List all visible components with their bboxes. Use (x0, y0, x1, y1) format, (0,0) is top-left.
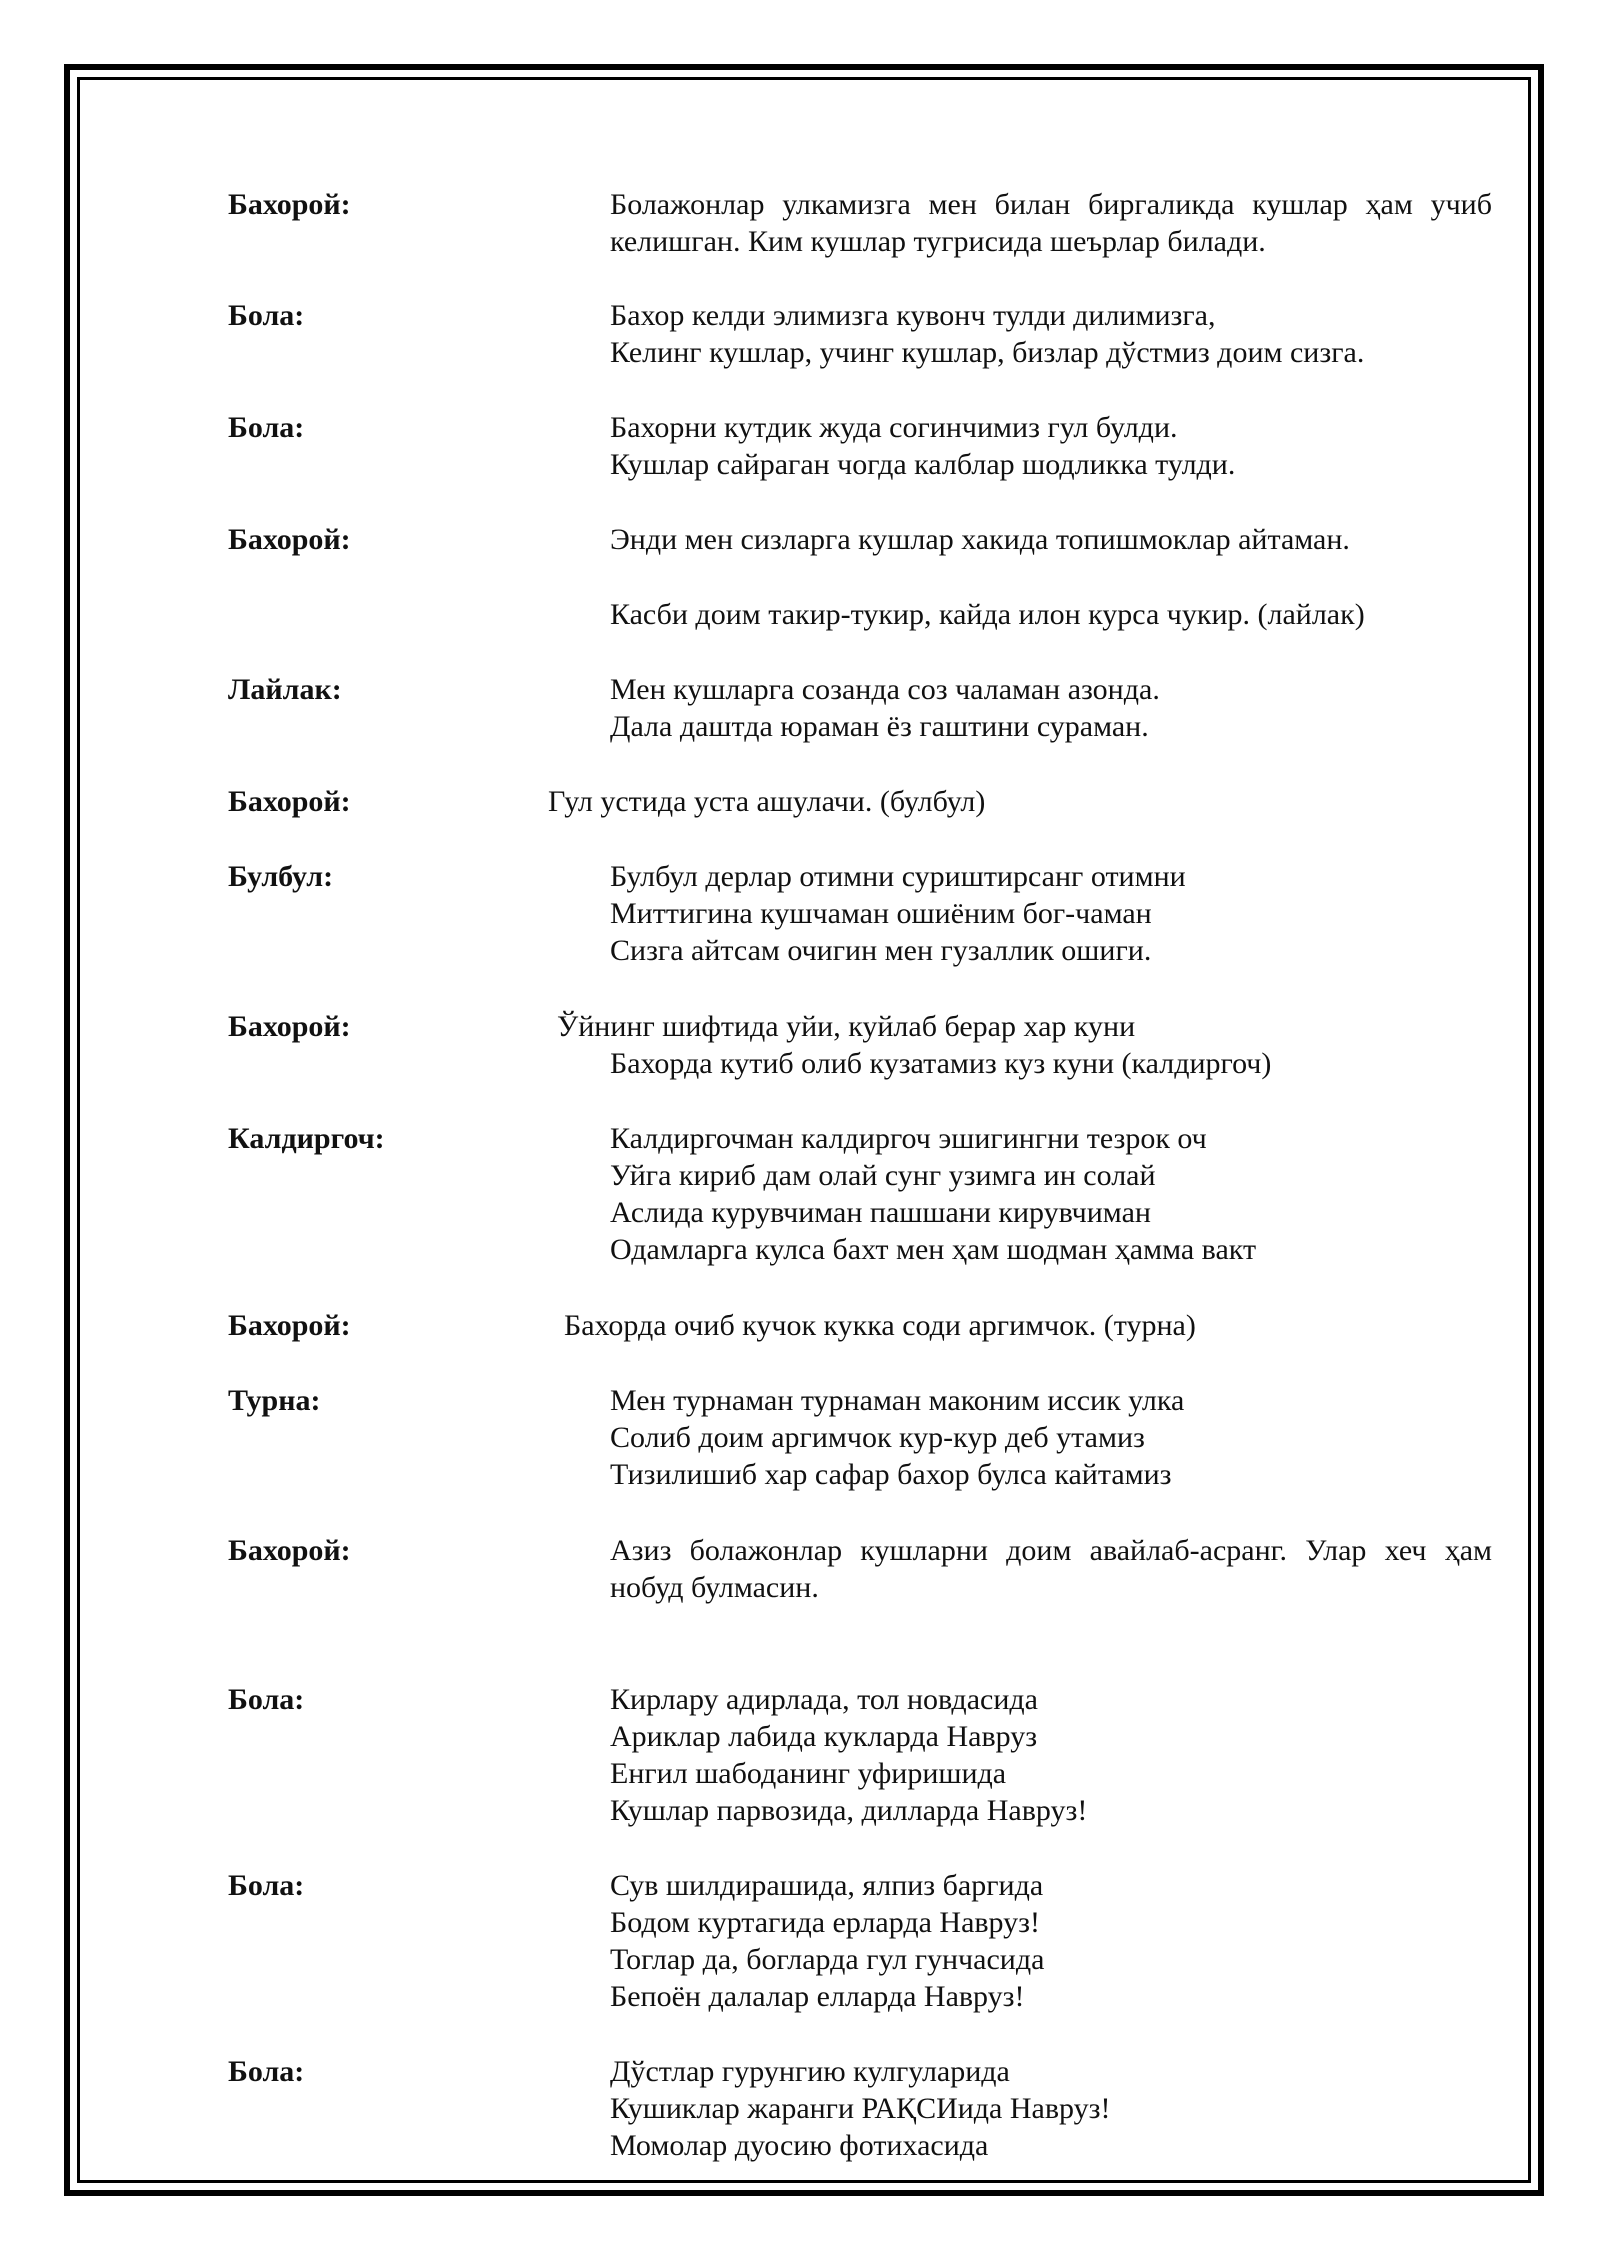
speaker-name: Турна: (228, 1384, 321, 1417)
speaker-name: Бахорой: (228, 188, 351, 221)
dialogue-line: Солиб доим аргимчок кур-кур деб утамиз (610, 1421, 1145, 1454)
speaker-name: Бола: (228, 1683, 305, 1716)
dialogue-line: Келинг кушлар, учинг кушлар, бизлар дўстмиз доим сизга. (610, 336, 1365, 369)
dialogue-line: Бахорда очиб кучок кукка соди аргимчок. (турна) (564, 1309, 1196, 1342)
speaker-name: Бола: (228, 411, 305, 444)
dialogue-line: Гул устида уста ашулачи. (булбул) (548, 785, 986, 818)
poem-line: Кирлару адирлада, тол новдасида (610, 1683, 1038, 1716)
speaker-name: Бола: (228, 299, 305, 332)
poem-line: Бодом куртагида ерларда Навруз! (610, 1906, 1041, 1939)
dialogue-line: Дала даштда юраман ёз гаштини сураман. (610, 710, 1149, 743)
speaker-name: Бахорой: (228, 1534, 351, 1567)
speaker-name: Бахорой: (228, 1010, 351, 1043)
poem-line: Кушиклар жаранги РАҚСИида Навруз! (610, 2092, 1111, 2125)
dialogue-line: Одамларга кулса бахт мен ҳам шодман ҳамма вакт (610, 1233, 1257, 1266)
dialogue-entry (228, 596, 1365, 633)
dialogue-entry (228, 297, 1364, 371)
dialogue-line: Мен кушларга созанда соз чаламан азонда. (610, 673, 1160, 706)
dialogue-entry (228, 1681, 1087, 1829)
dialogue-line: Болажонлар улкамизга мен билан биргаликда кушлар ҳам учиб келишган. Ким кушлар тугрисида шеърлар билади. (610, 188, 1492, 258)
dialogue-line: Уйга кириб дам олай сунг узимга ин солай (610, 1159, 1156, 1192)
dialogue-entry (228, 1382, 1184, 1493)
dialogue-line: Ўйнинг шифтида уйи, куйлаб берар хар куни (557, 1010, 1136, 1043)
dialogue-entry (228, 1307, 1196, 1344)
dialogue-entry (228, 521, 1350, 558)
dialogue-entry (228, 1008, 1271, 1082)
dialogue-line: Бахор келди элимизга кувонч тулди дилимизга, (610, 299, 1216, 332)
poem-line: Енгил шабоданинг уфиришида (610, 1757, 1007, 1790)
speaker-name: Лайлак: (228, 673, 342, 706)
dialogue-line: Бахорда кутиб олиб кузатамиз куз куни (калдиргоч) (610, 1047, 1272, 1080)
dialogue-entry (228, 1532, 1492, 1606)
dialogue-entry (228, 858, 1186, 969)
riddle-line: Касби доим такир-тукир, кайда илон курса чукир. (лайлак) (610, 598, 1365, 631)
speaker-name: Бахорой: (228, 785, 351, 818)
dialogue-line: Энди мен сизларга кушлар хакида топишмоклар айтаман. (610, 523, 1350, 556)
dialogue-line: Миттигина кушчаман ошиёним бог-чаман (610, 897, 1152, 930)
dialogue-entry (228, 409, 1235, 483)
poem-line: Кушлар парвозида, дилларда Навруз! (610, 1794, 1088, 1827)
dialogue-line: Сизга айтсам очигин мен гузаллик ошиги. (610, 934, 1152, 967)
dialogue-line: Калдиргочман калдиргоч эшигингни тезрок оч (610, 1122, 1207, 1155)
dialogue-line: Азиз болажонлар кушларни доим авайлаб-асранг. Улар хеч ҳам нобуд булмасин. (610, 1534, 1492, 1604)
poem-line: Дўстлар гурунгию кулгуларида (610, 2055, 1010, 2088)
dialogue-line: Мен турнаман турнаман маконим иссик улка (610, 1384, 1185, 1417)
speaker-name: Калдиргоч: (228, 1122, 385, 1155)
poem-line: Ариклар лабида кукларда Навруз (610, 1720, 1038, 1753)
speaker-name: Бола: (228, 1869, 305, 1902)
dialogue-line: Аслида курувчиман пашшани кирувчиман (610, 1196, 1151, 1229)
dialogue-line: Булбул дерлар отимни суриштирсанг отимни (610, 860, 1186, 893)
speaker-name: Булбул: (228, 860, 334, 893)
dialogue-entry (228, 671, 1160, 745)
speaker-name: Бола: (228, 2055, 305, 2088)
speaker-name: Бахорой: (228, 523, 351, 556)
dialogue-entry (228, 2053, 1110, 2164)
speaker-name: Бахорой: (228, 1309, 351, 1342)
poem-line: Тоглар да, богларда гул гунчасида (610, 1943, 1045, 1976)
dialogue-entry (228, 1120, 1256, 1268)
dialogue-entry (228, 783, 985, 820)
poem-line: Момолар дуосию фотихасида (610, 2129, 989, 2162)
dialogue-line: Тизилишиб хар сафар бахор булса кайтамиз (610, 1458, 1172, 1491)
dialogue-entry (228, 186, 1492, 260)
dialogue-entry (228, 1867, 1044, 2015)
dialogue-line: Бахорни кутдик жуда согинчимиз гул булди. (610, 411, 1178, 444)
poem-line: Бепоён далалар елларда Навруз! (610, 1980, 1025, 2013)
dialogue-line: Кушлар сайраган чогда калблар шодликка тулди. (610, 448, 1236, 481)
poem-line: Сув шилдирашида, ялпиз баргида (610, 1869, 1044, 1902)
